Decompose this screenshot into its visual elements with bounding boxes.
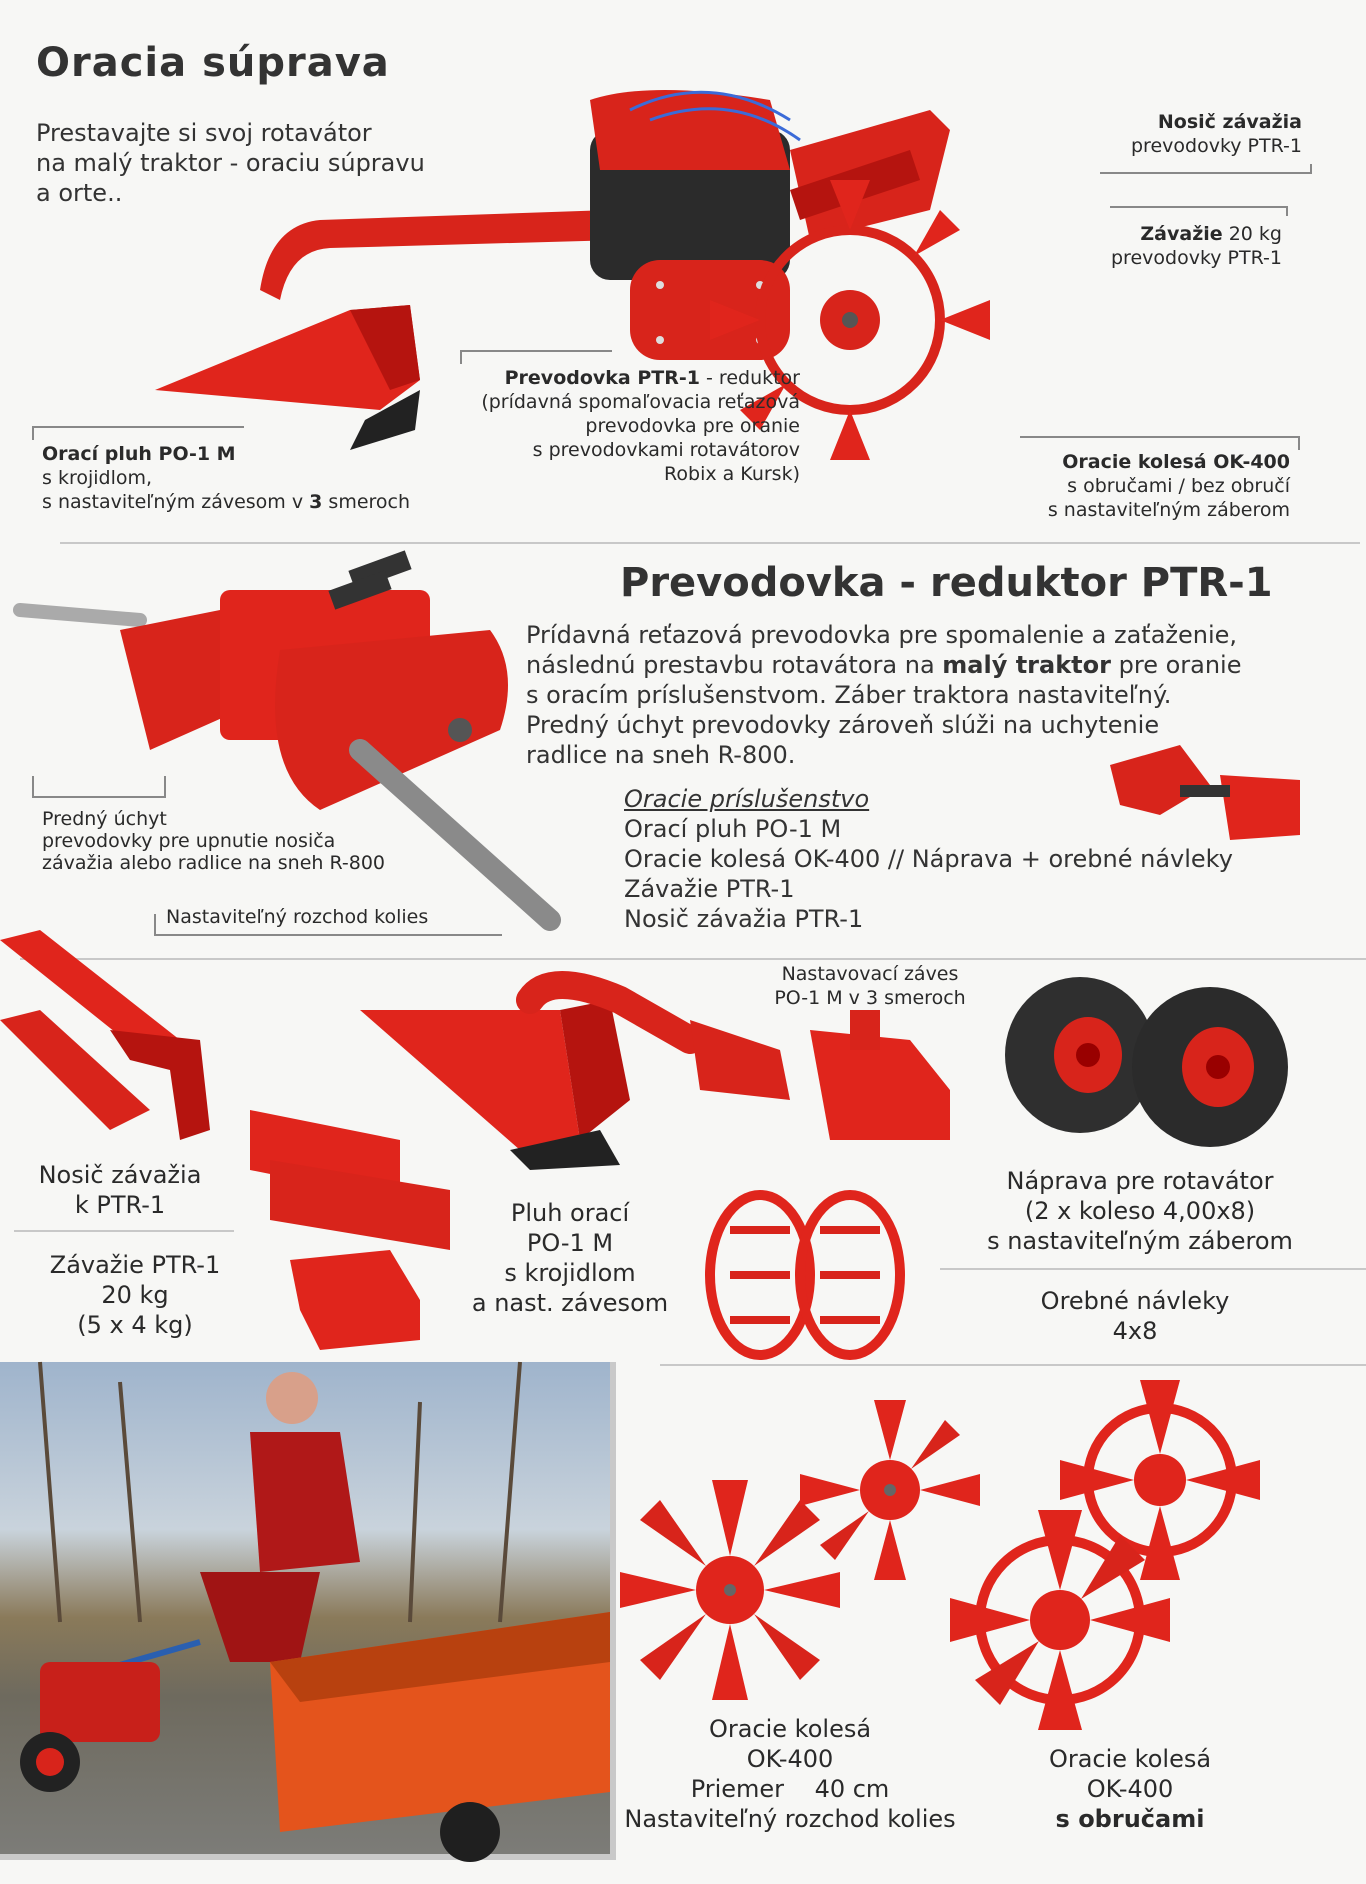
label-bracket <box>1110 206 1288 216</box>
section-title-gearbox: Prevodovka - reduktor PTR-1 <box>620 560 1273 606</box>
label-hitch: Nastavovací záves PO-1 M v 3 smeroch <box>774 963 966 1009</box>
plough-part-illustration <box>360 980 800 1180</box>
list-item: Orací pluh PO-1 M <box>624 815 842 843</box>
label-weight-carrier: Nosič závažia prevodovky PTR-1 <box>1131 111 1302 157</box>
gearbox-description: Prídavná reťazová prevodovka pre spomalenie a zaťaženie, následnú prestavbu rotavátora na malý traktor pre oranie s oracím príslušenstvom. Záber traktora nastaviteľný. Predný úchyt prevodovky zároveň slúži na uchytenie radlice na sneh R-800. <box>526 621 1242 769</box>
label-weight: Závažie 20 kg prevodovky PTR-1 <box>1111 223 1282 269</box>
sleeves-illustration <box>700 1190 920 1360</box>
list-item: Nosič závažia PTR-1 <box>624 905 864 933</box>
label-bracket <box>460 350 612 364</box>
label-front-mount: Predný úchyt prevodovky pre upnutie nosiča závažia alebo radlice na sneh R-800 <box>42 808 386 874</box>
label-bracket <box>1020 436 1300 450</box>
label-wheels-rims: Oracie kolesá OK-400 s obručami <box>1048 1745 1212 1833</box>
label-sleeves: Orebné návleky 4x8 <box>1040 1287 1230 1345</box>
snow-blade-illustration <box>1100 745 1310 845</box>
wheels-ok400-illustration <box>630 1390 1000 1700</box>
page-title: Oracia súprava <box>36 40 390 86</box>
section-divider <box>660 1364 1366 1366</box>
label-wheels-ok400: Oracie kolesá OK-400 Priemer 40 cm Nastaviteľný rozchod kolies <box>624 1715 956 1833</box>
intro-text: Prestavajte si svoj rotavátor na malý traktor - oraciu súpravu a orte.. <box>36 119 425 207</box>
gearbox-illustration <box>20 550 560 950</box>
wheels-rims-illustration <box>950 1400 1290 1730</box>
label-gearbox: Prevodovka PTR-1 - reduktor (prídavná spomaľovacia reťazová prevodovka pre oranie s prevodovkami rotavátorov Robix a Kursk) <box>481 367 800 485</box>
list-item: Oracie kolesá OK-400 // Náprava + orebné návleky <box>624 845 1233 873</box>
label-plough-part: Pluh orací PO-1 M s krojidlom a nast. závesom <box>471 1199 669 1317</box>
tyres-illustration <box>1000 975 1290 1145</box>
section-divider <box>14 1230 234 1232</box>
weight-carrier-illustration <box>0 920 230 1150</box>
label-bracket <box>32 776 166 798</box>
label-plough: Orací pluh PO-1 M s krojidlom, s nastaviteľným závesom v 3 smeroch <box>42 443 411 513</box>
label-wheels: Oracie kolesá OK-400 s obručami / bez obručí s nastaviteľným záberom <box>1047 451 1290 521</box>
product-photo <box>0 1362 616 1860</box>
photo-scene <box>0 1362 610 1854</box>
label-bracket <box>32 426 244 440</box>
accessories-title: Oracie príslušenstvo <box>624 785 870 813</box>
hitch-part-illustration <box>810 1010 960 1140</box>
label-carrier: Nosič závažia k PTR-1 <box>38 1161 202 1219</box>
section-divider <box>940 1268 1366 1270</box>
label-bracket <box>1100 164 1312 174</box>
label-axle: Náprava pre rotavátor (2 x koleso 4,00x8) s nastaviteľným záberom <box>987 1167 1293 1255</box>
list-item: Závažie PTR-1 <box>624 875 795 903</box>
label-weights: Závažie PTR-1 20 kg (5 x 4 kg) <box>49 1251 221 1339</box>
section-divider <box>60 542 1360 544</box>
label-track-width: Nastaviteľný rozchod kolies <box>166 906 429 928</box>
